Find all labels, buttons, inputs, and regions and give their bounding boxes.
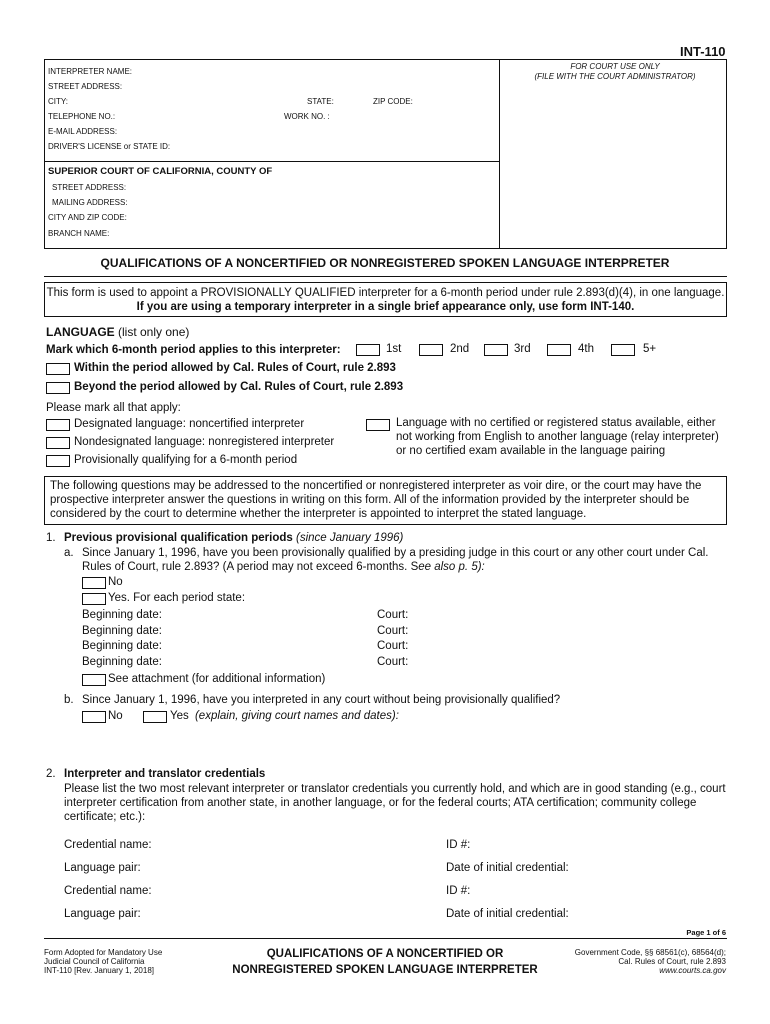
language-label-row[interactable] bbox=[46, 325, 189, 339]
q1-number: 1. bbox=[46, 532, 56, 544]
footer-left-3: INT-110 [Rev. January 1, 2018] bbox=[44, 966, 154, 975]
provisional-label: Provisionally qualifying for a 6-month period bbox=[74, 454, 298, 466]
period-4th-checkbox[interactable] bbox=[547, 344, 571, 356]
telephone-field[interactable]: TELEPHONE NO.: bbox=[48, 112, 116, 121]
period-3rd-label: 3rd bbox=[514, 343, 531, 355]
zip-field[interactable]: ZIP CODE: bbox=[373, 97, 413, 106]
q1a-line-2 bbox=[82, 561, 485, 573]
footer-title-1: QUALIFICATIONS OF A NONCERTIFIED OR bbox=[266, 948, 504, 960]
q1b-no-checkbox[interactable] bbox=[82, 711, 106, 723]
credential-date-2[interactable]: Date of initial credential: bbox=[446, 908, 569, 920]
court-1[interactable]: Court: bbox=[377, 609, 409, 621]
within-period-label: Within the period allowed by Cal. Rules of Court, rule 2.893 bbox=[74, 362, 396, 374]
q1a-line-2-ref: ee also p. 5): bbox=[418, 561, 485, 573]
footer-left-1: Form Adopted for Mandatory Use bbox=[44, 948, 163, 957]
beginning-date-3[interactable]: Beginning date: bbox=[82, 640, 162, 652]
page-title: QUALIFICATIONS OF A NONCERTIFIED OR NONREGISTERED SPOKEN LANGUAGE INTERPRETER bbox=[100, 256, 670, 270]
court-3[interactable]: Court: bbox=[377, 640, 409, 652]
court-branch-field[interactable]: BRANCH NAME: bbox=[48, 229, 110, 238]
form-id: INT-110 bbox=[680, 44, 726, 59]
relay-label-3: or no certified exam available in the language pairing bbox=[396, 445, 666, 457]
q1b-yes-label: Yes bbox=[170, 710, 189, 722]
q1b-line: Since January 1, 1996, have you interpreted in any court without being provisionally qualified? bbox=[82, 694, 561, 706]
q2-number: 2. bbox=[46, 768, 56, 780]
q2-line-3: certificate; etc.): bbox=[64, 811, 146, 823]
header-left-rule bbox=[44, 59, 45, 249]
footer-website-link[interactable]: www.courts.ca.gov bbox=[659, 966, 726, 975]
q1a-no-checkbox[interactable] bbox=[82, 577, 106, 589]
court-use-sublabel: (FILE WITH THE COURT ADMINISTRATOR) bbox=[534, 72, 696, 81]
q1-heading bbox=[64, 532, 403, 544]
relay-checkbox[interactable] bbox=[366, 419, 390, 431]
period-2nd-checkbox[interactable] bbox=[419, 344, 443, 356]
q1b-no-label: No bbox=[108, 710, 123, 722]
header-mid-rule bbox=[44, 161, 500, 162]
footer-rule bbox=[44, 938, 727, 939]
period-3rd-checkbox[interactable] bbox=[484, 344, 508, 356]
notice-line-2: prospective interpreter answer the questions in writing on this form. All of the information provided by the interpreter should be bbox=[50, 494, 690, 506]
q1b-yes-note: (explain, giving court names and dates): bbox=[194, 710, 399, 722]
court-4[interactable]: Court: bbox=[377, 656, 409, 668]
work-no-field[interactable]: WORK NO. : bbox=[284, 112, 330, 121]
designated-label: Designated language: noncertified interpreter bbox=[74, 418, 305, 430]
credential-name-2[interactable]: Credential name: bbox=[64, 885, 152, 897]
credential-id-1[interactable]: ID #: bbox=[446, 839, 471, 851]
q2-line-2: interpreter certification from another state, in another language, or for the federal courts; ATA certification; community college bbox=[64, 797, 697, 809]
q1a-no-label: No bbox=[108, 576, 123, 588]
q2-title: Interpreter and translator credentials bbox=[64, 768, 266, 780]
city-field[interactable]: CITY: bbox=[48, 97, 69, 106]
beginning-date-2[interactable]: Beginning date: bbox=[82, 625, 162, 637]
nondesignated-checkbox[interactable] bbox=[46, 437, 70, 449]
footer-right-2: Cal. Rules of Court, rule 2.893 bbox=[618, 957, 726, 966]
credential-date-1[interactable]: Date of initial credential: bbox=[446, 862, 569, 874]
q1b-yes-group bbox=[170, 710, 399, 722]
q2-line-1: Please list the two most relevant interpreter or translator credentials you currently hold, and which are in good standing (e.g., court bbox=[64, 783, 726, 795]
period-5plus-checkbox[interactable] bbox=[611, 344, 635, 356]
court-title: SUPERIOR COURT OF CALIFORNIA, COUNTY OF bbox=[48, 166, 273, 177]
intro-line-1: This form is used to appoint a PROVISIONALLY QUALIFIED interpreter for a 6-month period under rule 2.893(d)(4), in one language. bbox=[46, 287, 725, 299]
notice-line-1: The following questions may be addressed to the noncertified or nonregistered interpreter as voir dire, or the court may have the bbox=[50, 480, 702, 492]
relay-label-2: not working from English to another language (relay interpreter) bbox=[396, 431, 719, 443]
attachment-label: See attachment (for additional information) bbox=[108, 673, 326, 685]
header-bottom-rule bbox=[44, 248, 727, 249]
language-hint: (list only one) bbox=[118, 325, 190, 339]
footer-left-2: Judicial Council of California bbox=[44, 957, 145, 966]
credential-name-1[interactable]: Credential name: bbox=[64, 839, 152, 851]
q1b-letter: b. bbox=[64, 694, 74, 706]
beyond-period-label: Beyond the period allowed by Cal. Rules of Court, rule 2.893 bbox=[74, 381, 404, 393]
email-field[interactable]: E-MAIL ADDRESS: bbox=[48, 127, 118, 136]
q1b-yes-checkbox[interactable] bbox=[143, 711, 167, 723]
q1a-line-2-text: Rules of Court, rule 2.893? (A period may not exceed 6-months. S bbox=[82, 561, 419, 573]
q1-title: Previous provisional qualification periods bbox=[64, 532, 293, 544]
period-5plus-label: 5+ bbox=[643, 343, 657, 355]
q1a-line-1: Since January 1, 1996, have you been provisionally qualified by a presiding judge in this court or any other court under Cal. bbox=[82, 547, 709, 559]
period-1st-label: 1st bbox=[386, 343, 402, 355]
q1a-yes-label: Yes. For each period state: bbox=[108, 592, 246, 604]
state-field[interactable]: STATE: bbox=[307, 97, 334, 106]
header-divider-rule bbox=[499, 59, 500, 249]
provisional-checkbox[interactable] bbox=[46, 455, 70, 467]
within-period-checkbox[interactable] bbox=[46, 363, 70, 375]
attachment-checkbox[interactable] bbox=[82, 674, 106, 686]
notice-line-3: considered by the court to determine whether the interpreter is appointed to interpret the stated language. bbox=[50, 508, 587, 520]
q1a-letter: a. bbox=[64, 547, 74, 559]
nondesignated-label: Nondesignated language: nonregistered interpreter bbox=[74, 436, 335, 448]
license-field[interactable]: DRIVER'S LICENSE or STATE ID: bbox=[48, 142, 171, 151]
page-number: Page 1 of 6 bbox=[686, 928, 726, 937]
period-2nd-label: 2nd bbox=[450, 343, 470, 355]
court-2[interactable]: Court: bbox=[377, 625, 409, 637]
footer-right-1: Government Code, §§ 68561(c), 68564(d); bbox=[574, 948, 726, 957]
court-mailing-field[interactable]: MAILING ADDRESS: bbox=[52, 198, 128, 207]
period-4th-label: 4th bbox=[578, 343, 594, 355]
header-right-rule bbox=[726, 59, 727, 249]
q1-title-note: (since January 1996) bbox=[295, 532, 404, 544]
beginning-date-1[interactable]: Beginning date: bbox=[82, 609, 162, 621]
interpreter-name-field[interactable]: INTERPRETER NAME: bbox=[48, 67, 133, 76]
q1a-yes-checkbox[interactable] bbox=[82, 593, 106, 605]
credential-id-2[interactable]: ID #: bbox=[446, 885, 471, 897]
language-pair-2[interactable]: Language pair: bbox=[64, 908, 141, 920]
language-label: LANGUAGE bbox=[46, 325, 115, 339]
language-pair-1[interactable]: Language pair: bbox=[64, 862, 141, 874]
beyond-period-checkbox[interactable] bbox=[46, 382, 70, 394]
street-address-field[interactable]: STREET ADDRESS: bbox=[48, 82, 123, 91]
court-street-field[interactable]: STREET ADDRESS: bbox=[52, 183, 127, 192]
intro-line-2: If you are using a temporary interpreter in a single brief appearance only, use form INT-140. bbox=[136, 301, 635, 313]
beginning-date-4[interactable]: Beginning date: bbox=[82, 656, 162, 668]
header-top-rule bbox=[44, 59, 726, 60]
title-rule bbox=[44, 276, 727, 277]
period-1st-checkbox[interactable] bbox=[356, 344, 380, 356]
mark-all-label: Please mark all that apply: bbox=[46, 402, 181, 414]
relay-label-1: Language with no certified or registered status available, either bbox=[396, 417, 716, 429]
court-use-label: FOR COURT USE ONLY bbox=[570, 62, 660, 71]
period-label: Mark which 6-month period applies to this interpreter: bbox=[46, 344, 341, 356]
footer-title-2: NONREGISTERED SPOKEN LANGUAGE INTERPRETER bbox=[232, 964, 538, 976]
designated-checkbox[interactable] bbox=[46, 419, 70, 431]
court-city-zip-field[interactable]: CITY AND ZIP CODE: bbox=[48, 213, 127, 222]
